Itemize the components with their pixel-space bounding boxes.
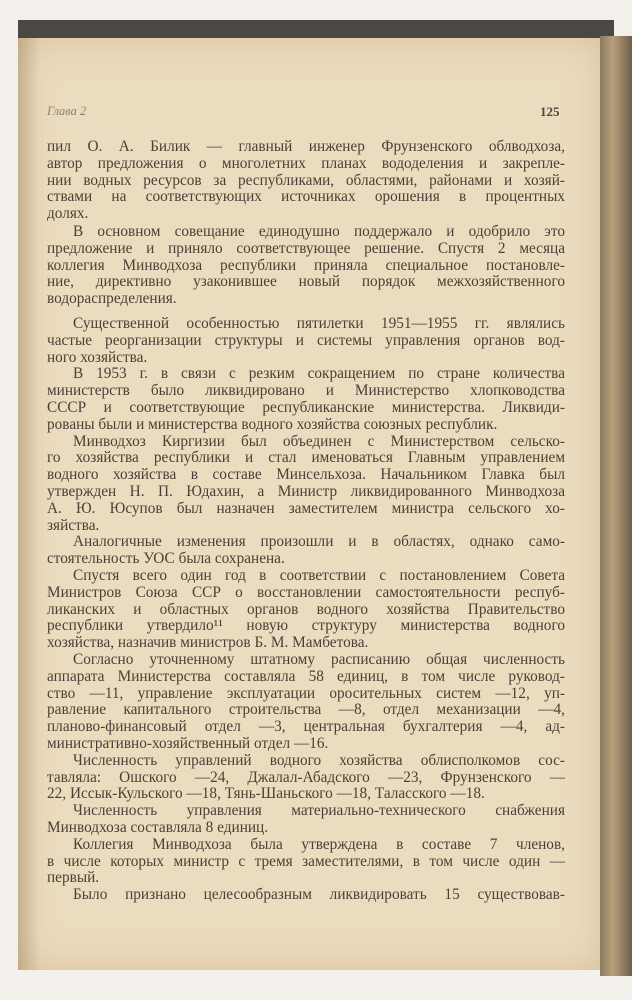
text-line: планово-финансовый отдел —3, центральная бухгалтерия —4, ад- (47, 718, 565, 736)
paragraph (47, 652, 565, 753)
text-line: пил О. А. Билик — главный инженер Фрунзенского облводхоза, (47, 138, 565, 155)
text-line: ного хозяйства. (47, 348, 148, 366)
paragraph (47, 837, 565, 887)
text-line: Существенной особенностью пятилетки 1951—1955 гг. являлись (73, 315, 565, 332)
text-line: СССР и соответствующие республиканские министерства. Ликвиди- (47, 398, 565, 416)
text-line: рованы были и министерства водного хозяйства союзных республик. (47, 415, 498, 433)
paragraph (47, 224, 565, 308)
text-line: Министров Союза ССР о восстановлении самостоятельности респуб- (47, 583, 565, 601)
text-line: министративно-хозяйственный отдел —16. (47, 734, 329, 752)
paragraph (47, 887, 565, 904)
book-spine-edge (600, 36, 632, 976)
text-line: В 1953 г. в связи с резким сокращением по стране количества (73, 365, 565, 383)
text-line: автор предложения о многолетних планах вододеления и закрепле- (47, 154, 565, 172)
text-line: долях. (47, 205, 89, 223)
text-line: в числе которых министр с тремя заместителями, в том числе один — (47, 852, 565, 870)
text-line: равление капитального строительства —8, отдел механизации —4, (47, 701, 565, 719)
text-line: водораспределения. (47, 290, 177, 308)
text-line: ние, директивно узаконившее новый порядок межхозяйственного (47, 273, 565, 291)
text-line: Согласно уточненному штатному расписанию общая численность (73, 651, 565, 668)
text-line: стоятельность УОС была сохранена. (47, 550, 285, 568)
text-line: 22, Иссык-Кульского —18, Тянь-Шаньского —18, Таласского —18. (47, 785, 485, 803)
text-line: Минводхоз Киргизии был объединен с Министерством сельско- (73, 432, 565, 450)
paragraph (47, 316, 565, 366)
text-line: ствами на соответствующих источниках орошения в процентных (47, 188, 565, 206)
text-line: тавляла: Ошского —24, Джалал-Абадского —23, Фрунзенского — (47, 768, 565, 786)
text-line: республики утвердило¹¹ новую структуру министерства водного (47, 617, 565, 635)
text-line: Спустя всего один год в соответствии с постановлением Совета (73, 567, 565, 584)
text-line: министерств было ликвидировано и Министерство хлопководства (47, 382, 565, 400)
scanner-top-edge (18, 20, 614, 40)
paragraph (47, 803, 565, 837)
paragraph (47, 568, 565, 652)
paragraph (47, 366, 565, 433)
running-header-chapter: Глава 2 (47, 104, 87, 118)
paragraph (47, 753, 565, 803)
text-line: го хозяйства республики и стал именоваться Главным управлением (47, 449, 565, 467)
text-line: первый. (47, 869, 100, 887)
text-line: ликанских и областных органов водного хозяйства Правительство (47, 600, 565, 618)
text-line: коллегия Минводхоза республики приняла специальное постановле- (47, 256, 565, 274)
paragraph (47, 434, 565, 535)
text-line: Минводхоза составляла 8 единиц. (47, 818, 269, 836)
text-line: частые реорганизации структуры и системы управления органов вод- (47, 331, 565, 349)
text-line: Численность управлений водного хозяйства облисполкомов сос- (73, 751, 565, 769)
paragraph (47, 534, 565, 568)
text-line: утвержден Н. П. Юдахин, а Министр ликвидированного Минводхоза (47, 482, 565, 500)
text-line: В основном совещание единодушно поддержало и одобрило это (73, 223, 565, 240)
text-line: аппарата Министерства составляла 58 единиц, в том числе руковод- (47, 667, 565, 685)
text-line: А. Ю. Юсупов был назначен заместителем министра сельского хо- (47, 499, 565, 517)
text-line: водного хозяйства в составе Минсельхоза. Начальником Главка был (47, 466, 565, 484)
text-line: Было признано целесообразным ликвидировать 15 существовав- (73, 886, 565, 904)
text-line: Аналогичные изменения произошли и в областях, однако само- (73, 533, 565, 551)
page-gutter-shadow (18, 38, 40, 970)
text-line: Коллегия Минводхоза была утверждена в составе 7 членов, (73, 835, 565, 853)
text-line: хозяйства, назначив министров Б. М. Мамбетова. (47, 634, 369, 652)
page-number: 125 (540, 104, 560, 119)
text-line: нии водных ресурсов за республиками, областями, районами и хозяй- (47, 171, 565, 189)
paragraph (47, 139, 565, 223)
text-line: зяйства. (47, 516, 100, 534)
text-line: Численность управления материально-технического снабжения (73, 802, 565, 820)
text-line: ство —11, управление эксплуатации оросительных систем —12, уп- (47, 684, 565, 702)
text-line: предложение и приняло соответствующее решение. Спустя 2 месяца (47, 239, 565, 257)
